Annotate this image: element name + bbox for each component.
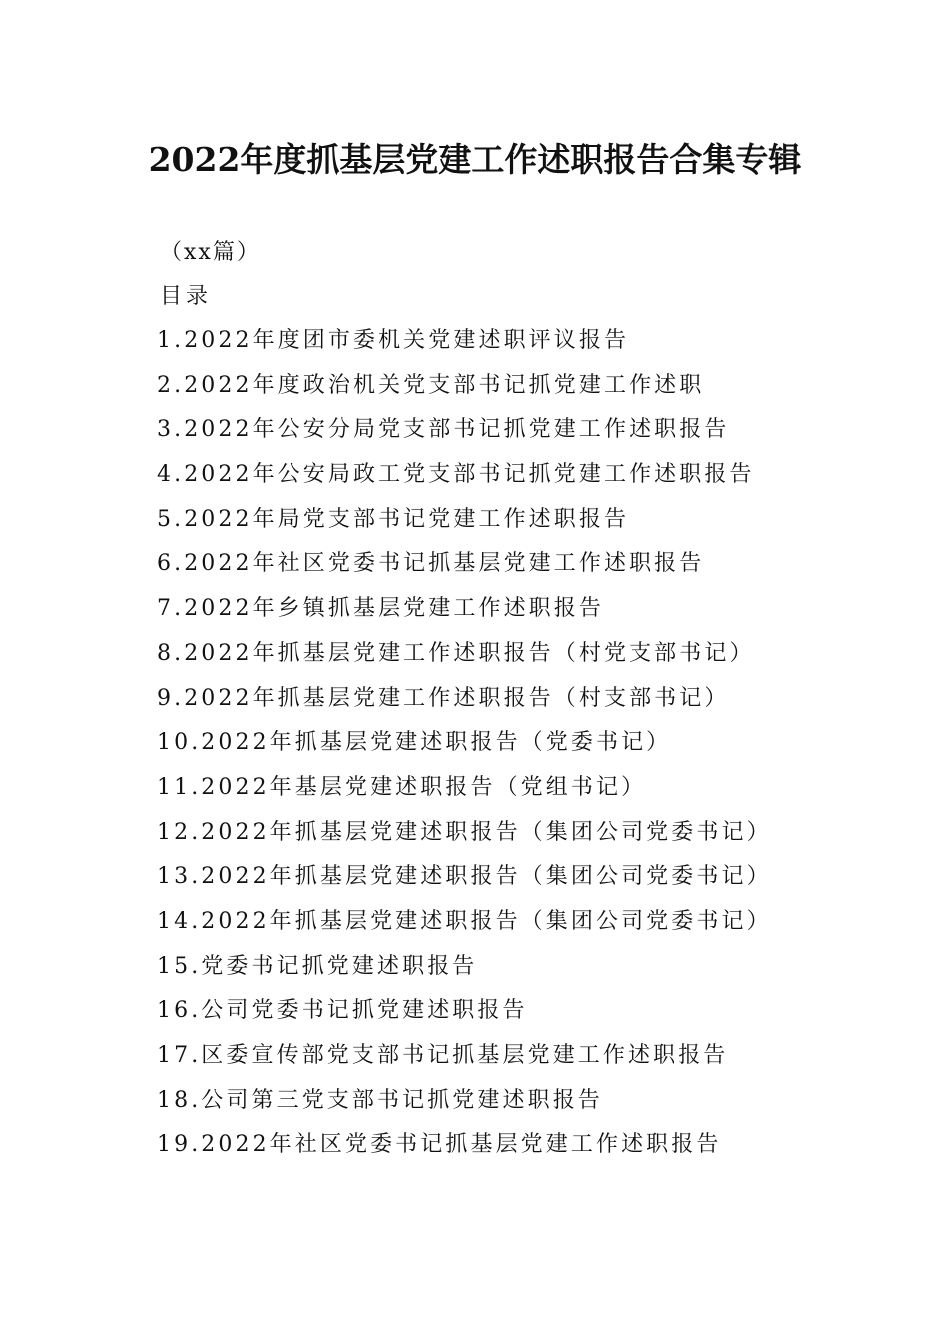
toc-item: 6.2022年社区党委书记抓基层党建工作述职报告: [157, 551, 705, 577]
toc-item: 8.2022年抓基层党建工作述职报告（村党支部书记）: [157, 640, 755, 666]
toc-item: 9.2022年抓基层党建工作述职报告（村支部书记）: [157, 685, 730, 711]
toc-item: 12.2022年抓基层党建述职报告（集团公司党委书记）: [157, 819, 772, 845]
toc-item: 4.2022年公安局政工党支部书记抓党建工作述职报告: [157, 462, 755, 488]
toc-item: 2.2022年度政治机关党支部书记抓党建工作述职: [157, 372, 705, 398]
toc-heading: 目录: [160, 284, 213, 309]
toc-item: 10.2022年抓基层党建述职报告（党委书记）: [157, 730, 672, 756]
toc-item: 7.2022年乡镇抓基层党建工作述职报告: [157, 596, 604, 622]
toc-item: 5.2022年局党支部书记党建工作述职报告: [157, 506, 630, 532]
toc-item: 18.公司第三党支部书记抓党建述职报告: [157, 1087, 603, 1113]
toc-item: 15.党委书记抓党建述职报告: [157, 953, 478, 979]
count-note: （xx篇）: [160, 240, 261, 265]
toc-list: [157, 325, 772, 1174]
document-title: 2022年度抓基层党建工作述职报告合集专辑: [148, 140, 802, 179]
toc-item: 11.2022年基层党建述职报告（党组书记）: [157, 774, 647, 800]
toc-item: 1.2022年度团市委机关党建述职评议报告: [157, 328, 630, 353]
toc-item: 17.区委宣传部党支部书记抓基层党建工作述职报告: [157, 1043, 729, 1068]
toc-item: 19.2022年社区党委书记抓基层党建工作述职报告: [157, 1132, 722, 1158]
toc-item: 13.2022年抓基层党建述职报告（集团公司党委书记）: [157, 864, 772, 890]
toc-item: 3.2022年公安分局党支部书记抓党建工作述职报告: [157, 417, 730, 443]
toc-item: 14.2022年抓基层党建述职报告（集团公司党委书记）: [157, 908, 772, 934]
toc-item: 16.公司党委书记抓党建述职报告: [157, 998, 528, 1024]
